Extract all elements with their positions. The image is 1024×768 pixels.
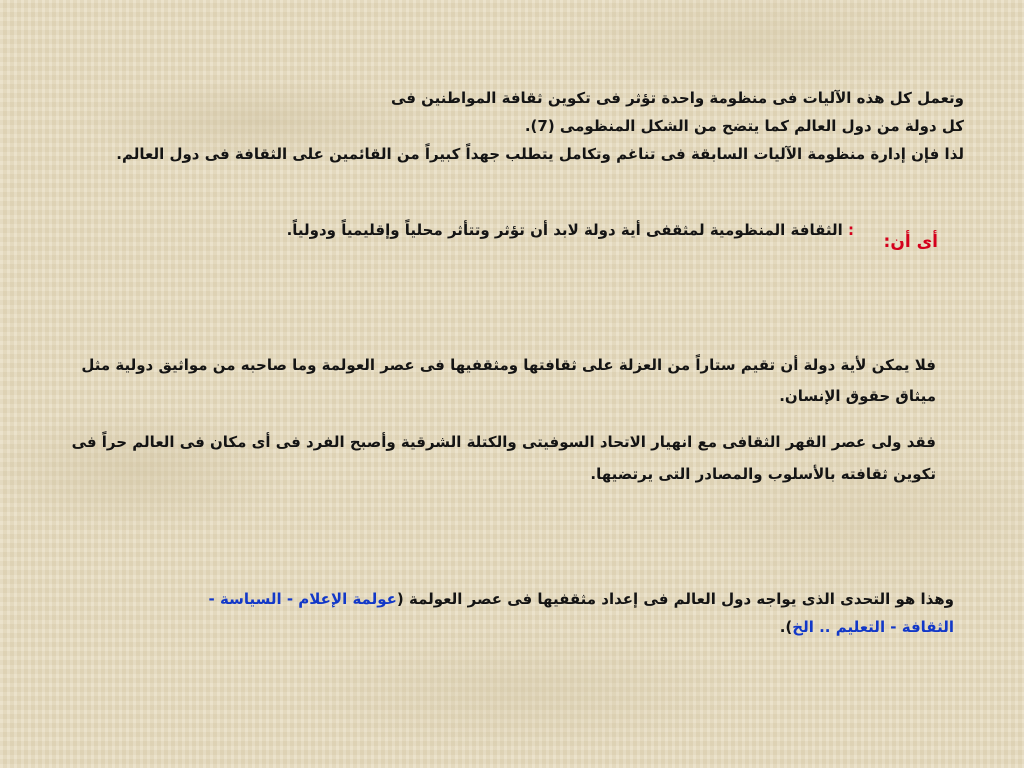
paragraph-4-line-2 [780,613,954,641]
paragraph-1-line-1: وتعمل كل هذه الآليات فى منظومة واحدة تؤثر فى تكوين ثقافة المواطنين فى [390,89,964,107]
paragraph-1-line-2: كل دولة من دول العالم كما يتضح من الشكل المنظومى (7). [524,117,964,135]
paragraph-4-line-1 [209,585,954,613]
definition-text: الثقافة المنظومية لمثقفى أية دولة لابد أن تؤثر وتتأثر محلياً وإقليمياً ودولياً. [286,221,843,239]
paragraph-3-line-2: تكوين ثقافته بالأسلوب والمصادر التى يرتضيها. [590,465,936,483]
paragraph-2-line-1: فلا يمكن لأية دولة أن تقيم ستاراً من العزلة على ثقافتها ومثقفيها فى عصر العولمة وما صاحبه من مواثيق دولية مثل [81,356,936,374]
paragraph-4-text-2: ). [779,618,793,636]
paragraph-3-line-1: فقد ولى عصر القهر الثقافى مع انهيار الاتحاد السوفيتى والكتلة الشرقية وأصبح الفرد فى أى مكان فى العالم حراً فى [71,433,936,451]
paragraph-4-highlight-1: عولمة الإعلام - السياسة - [208,590,397,608]
definition-colon: : [848,221,854,239]
paragraph-2-line-2: ميثاق حقوق الإنسان. [779,387,936,405]
paragraph-1-line-3: لذا فإن إدارة منظومة الآليات السابقة فى تناغم وتكامل يتطلب جهداً كبيراً من القائمين على الثقافة فى دول العالم. [116,145,964,163]
paragraph-4-text-1: وهذا هو التحدى الذى يواجه دول العالم فى إعداد مثقفيها فى عصر العولمة ( [396,590,954,608]
definition-label: أى أن: [883,232,938,252]
definition-text-line [287,216,854,244]
paragraph-4-highlight-2: الثقافة - التعليم .. الخ [792,618,954,636]
